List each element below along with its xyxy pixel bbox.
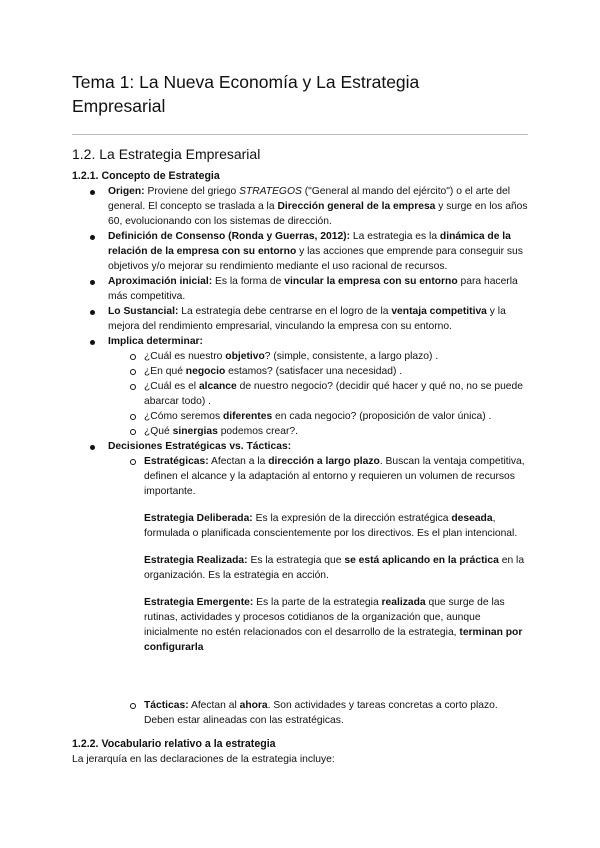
estrategicas-bold: dirección a largo plazo	[268, 456, 380, 467]
aprox-text-2: para hacerla más competitiva.	[108, 276, 518, 302]
aprox-bold: vincular la empresa con su entorno	[284, 276, 458, 287]
tacticas-bold: ahora	[239, 700, 268, 711]
item-text: ¿Cuál es el	[144, 381, 199, 392]
deliberada-text-2: , formulada o planificada conscientemente por los directivos. Es el plan intencional.	[144, 513, 518, 539]
consenso-text-2: y las acciones que emprende para conseguir sus objetivos y/o mejorar su rendimiento mediante el uso racional de recursos.	[108, 246, 523, 272]
tacticas-text-1: Afectan al	[188, 700, 240, 711]
paragraph-emergente	[144, 595, 528, 655]
estrategicas-text-1: Afectan a la	[208, 456, 269, 467]
consenso-bold: dinámica de la relación de la empresa con su entorno	[108, 231, 511, 257]
hollow-bullet-icon	[130, 384, 136, 390]
hollow-bullet-icon	[130, 429, 136, 435]
sustancial-label: Lo Sustancial:	[108, 306, 179, 317]
decisiones-sublist	[108, 454, 528, 728]
emergente-label: Estrategia Emergente:	[144, 597, 254, 608]
deliberada-text-1: Es la expresión de la dirección estratégica	[252, 513, 452, 524]
list-item-consenso	[72, 229, 528, 274]
origen-label: Origen:	[108, 186, 145, 197]
sustancial-text-2: y la mejora del rendimiento empresarial, vinculando la empresa con su entorno.	[108, 306, 506, 332]
estrategicas-text-2: . Buscan la ventaja competitiva, definen el alcance y la adaptación al entorno y requieren un volumen de recursos importante.	[144, 456, 525, 497]
item-text: de nuestro negocio? (decidir qué hacer y qué no, no se puede abarcar todo) .	[144, 381, 523, 407]
sustancial-bold: ventaja competitiva	[391, 306, 487, 317]
emergente-bold: realizada	[381, 597, 426, 608]
implica-sublist	[108, 349, 528, 439]
sublist-item-estrategicas	[72, 454, 528, 693]
bullet-icon	[90, 340, 95, 345]
consenso-text-1: La estrategia es la	[350, 231, 440, 242]
decisiones-label: Decisiones Estratégicas vs. Tácticas:	[108, 441, 292, 452]
sublist-item	[72, 409, 528, 424]
emergente-bold-2: terminan por configurarla	[144, 627, 523, 653]
subsection-heading-concepto: 1.2.1. Concepto de Estrategia	[72, 170, 220, 182]
concept-list	[72, 184, 528, 728]
item-bold: objetivo	[225, 351, 265, 362]
bullet-icon	[90, 235, 95, 240]
realizada-text-2: en la organización. Es la estrategia en acción.	[144, 555, 525, 581]
origen-text-1: Proviene del griego	[144, 186, 240, 197]
hollow-bullet-icon	[130, 459, 136, 465]
sublist-item	[72, 424, 528, 439]
item-text: ¿Qué	[144, 426, 173, 437]
item-text: ¿Cómo seremos	[144, 411, 223, 422]
implica-label: Implica determinar:	[108, 336, 203, 347]
item-bold: diferentes	[222, 411, 273, 422]
document-title	[72, 70, 528, 118]
item-text: en cada negocio? (proposición de valor única) .	[272, 411, 492, 422]
deliberada-bold: deseada	[451, 513, 493, 524]
title-line-2: Empresarial	[72, 96, 166, 116]
emergente-text-1: Es la parte de la estrategia	[253, 597, 382, 608]
sublist-item-tacticas	[72, 698, 528, 728]
paragraph-deliberada	[144, 511, 528, 541]
hollow-bullet-icon	[130, 369, 136, 375]
item-text: podemos crear?.	[217, 426, 298, 437]
item-bold: sinergias	[172, 426, 218, 437]
origen-italic: STRATEGOS	[239, 186, 302, 197]
deliberada-label: Estrategia Deliberada:	[144, 513, 253, 524]
realizada-bold: se está aplicando en la práctica	[344, 555, 499, 566]
item-bold: negocio	[185, 366, 226, 377]
paragraph-realizada	[144, 553, 528, 583]
realizada-text-1: Es la estrategia que	[247, 555, 345, 566]
aprox-text-1: Es la forma de	[212, 276, 285, 287]
bullet-icon	[90, 190, 95, 195]
item-bold: alcance	[198, 381, 237, 392]
tacticas-label: Tácticas:	[144, 700, 189, 711]
sublist-item	[72, 349, 528, 364]
aprox-label: Aproximación inicial:	[108, 276, 213, 287]
hollow-bullet-icon	[130, 414, 136, 420]
tacticas-text-2: . Son actividades y tareas concretas a corto plazo. Deben estar alineadas con las estratégicas.	[144, 700, 498, 726]
origen-bold: Dirección general de la empresa	[277, 201, 436, 212]
bullet-icon	[90, 280, 95, 285]
sustancial-text-1: La estrategia debe centrarse en el logro de la	[178, 306, 392, 317]
document-page	[72, 60, 528, 767]
item-text: estamos? (satisfacer una necesidad) .	[225, 366, 403, 377]
origen-text-3: y surge en los años 60, evolucionando con los sistemas de dirección.	[108, 201, 528, 227]
list-item-implica	[72, 334, 528, 439]
consenso-label: Definición de Consenso (Ronda y Guerras, 2012):	[108, 231, 351, 242]
list-item-decisiones	[72, 439, 528, 728]
blank-space	[144, 655, 528, 693]
hollow-bullet-icon	[130, 354, 136, 360]
sublist-item	[72, 364, 528, 379]
subsection-heading-vocabulario: 1.2.2. Vocabulario relativo a la estrategia	[72, 738, 276, 750]
realizada-label: Estrategia Realizada:	[144, 555, 248, 566]
bullet-icon	[90, 310, 95, 315]
section-heading: 1.2. La Estrategia Empresarial	[72, 146, 261, 162]
list-item-origen	[72, 184, 528, 229]
item-text: ¿Cuál es nuestro	[144, 351, 226, 362]
emergente-text-2: que surge de las rutinas, actividades y procesos cotidianos de la organización que, aunque inicialmente no estén relacionados con el desarrollo de la estrategia,	[144, 597, 505, 638]
bullet-icon	[90, 445, 95, 450]
item-text: ? (simple, consistente, a largo plazo) .	[264, 351, 439, 362]
item-text: ¿En qué	[144, 366, 186, 377]
body-paragraph: La jerarquía en las declaraciones de la estrategia incluye:	[72, 754, 335, 765]
origen-text-2: ("General al mando del ejército") o el arte del general. El concepto se traslada a la	[108, 186, 511, 212]
sublist-item	[72, 379, 528, 409]
title-divider	[72, 134, 528, 135]
estrategicas-label: Estratégicas:	[144, 456, 209, 467]
hollow-bullet-icon	[130, 703, 136, 709]
list-item-sustancial	[72, 304, 528, 334]
list-item-aproximacion	[72, 274, 528, 304]
title-line-1: Tema 1: La Nueva Economía y La Estrategia	[72, 72, 420, 92]
